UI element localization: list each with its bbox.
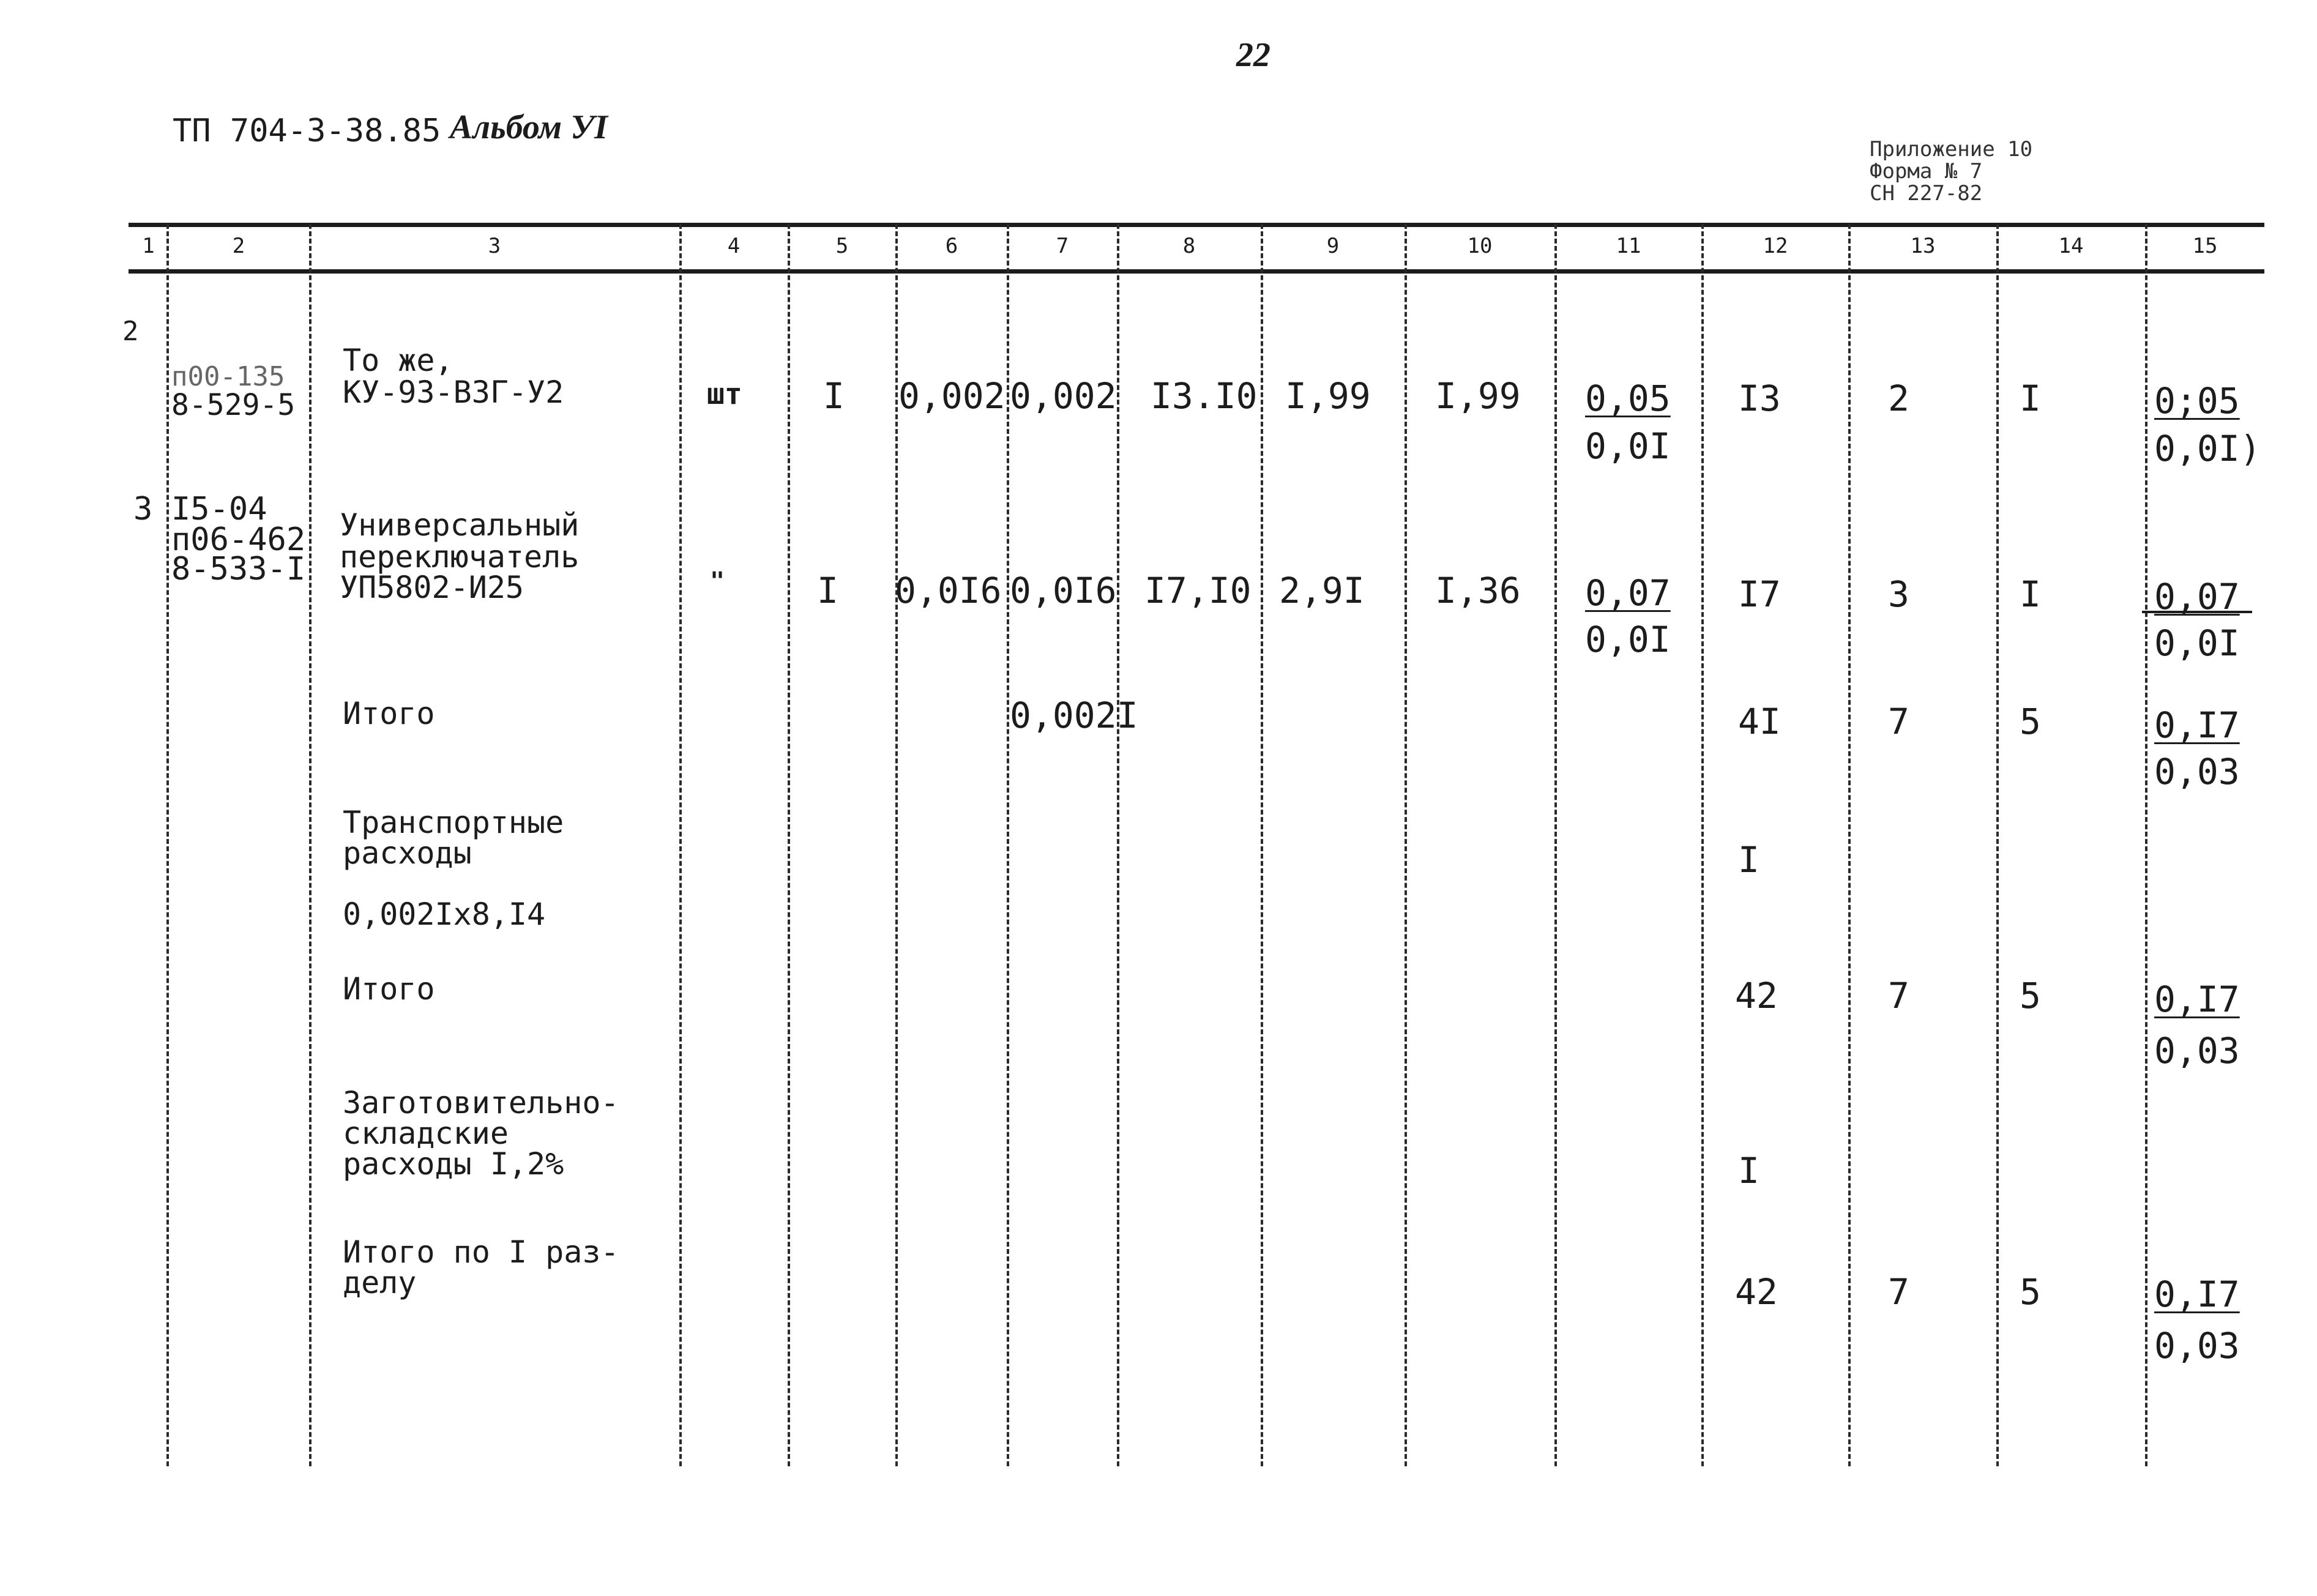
summary-label: делу [343, 1265, 417, 1300]
fraction-bottom: 0,0I [1585, 619, 1671, 660]
column-header: 15 [2192, 234, 2218, 258]
value-cell: I [1738, 839, 1759, 881]
price-code-line: I5-04 [171, 491, 267, 528]
value-cell: 5 [2020, 1271, 2041, 1313]
column-divider [2145, 224, 2147, 1466]
unit-cell: " [710, 567, 725, 595]
summary-label: Итого [343, 971, 435, 1007]
value-cell: I [2020, 378, 2041, 419]
summary-label: 0,002Iх8,I4 [343, 897, 546, 932]
fraction-rule [2142, 611, 2252, 613]
value-cell: 3 [1888, 573, 1909, 615]
fraction-bottom: 0,0I [2154, 622, 2240, 664]
column-header: 12 [1763, 234, 1788, 258]
column-divider [895, 224, 898, 1466]
column-divider [788, 224, 790, 1466]
doc-code: ТП 704-3-38.85 [173, 113, 441, 149]
fraction-bottom: 0,0I [1585, 425, 1671, 467]
appendix-line-2: Форма № 7 [1870, 159, 1983, 184]
column-header: 6 [945, 234, 958, 258]
column-header: 8 [1182, 234, 1196, 258]
summary-label: Итого [343, 696, 435, 731]
value-cell: I,99 [1285, 375, 1371, 417]
value-cell: I7 [1738, 573, 1781, 615]
column-header: 1 [142, 234, 155, 258]
column-divider [679, 224, 682, 1466]
value-cell: 7 [1888, 1271, 1909, 1313]
unit-cell: шт [707, 377, 742, 411]
price-code-line: 8-533-I [171, 551, 306, 587]
summary-label: Транспортные [343, 805, 564, 840]
value-cell: I3 [1738, 378, 1781, 419]
fraction-bottom: 0,0I) [2154, 428, 2261, 469]
fraction-top: 0,05 [1585, 378, 1671, 419]
fraction-top: 0,07 [2154, 576, 2240, 617]
fraction-top: 0,I7 [2154, 1273, 2240, 1315]
value-cell: I3.I0 [1151, 375, 1258, 417]
column-header: 14 [2058, 234, 2084, 258]
value-cell: 42 [1735, 975, 1778, 1016]
table-top-rule [129, 223, 2264, 227]
fraction-top: 0;05 [2154, 380, 2240, 422]
value-cell: 4I [1738, 701, 1781, 742]
appendix-line-3: СН 227-82 [1870, 181, 1983, 206]
column-header: 9 [1326, 234, 1340, 258]
qty-cell: I [823, 375, 845, 417]
column-divider [1007, 224, 1009, 1466]
album-title: Альбом УI [450, 108, 608, 146]
table-header-rule [129, 269, 2264, 274]
value-cell: 42 [1735, 1271, 1778, 1313]
summary-label: складские [343, 1116, 509, 1151]
row-number: 3 [133, 491, 153, 528]
value-cell: 5 [2020, 701, 2041, 742]
value-cell: I [1738, 1150, 1759, 1191]
column-header: 2 [232, 234, 245, 258]
value-cell: 2,9I [1279, 570, 1365, 611]
value-cell: I,99 [1435, 375, 1521, 417]
value-cell: 5 [2020, 975, 2041, 1016]
appendix-line-1: Приложение 10 [1870, 137, 2033, 162]
column-divider [1701, 224, 1704, 1466]
item-name-line: Универсальный [340, 507, 580, 543]
summary-label: Заготовительно- [343, 1085, 619, 1121]
summary-label: Итого по I раз- [343, 1234, 619, 1270]
value-cell: 0,0I6 [895, 570, 1002, 611]
column-divider [1405, 224, 1407, 1466]
summary-label: расходы I,2% [343, 1146, 564, 1182]
column-header: 5 [835, 234, 849, 258]
value-cell: 0,002I [1010, 695, 1138, 736]
item-name-line: УП5802-И25 [340, 570, 524, 605]
column-divider [1261, 224, 1263, 1466]
fraction-top: 0,07 [1585, 572, 1671, 614]
value-cell: 0,002 [1010, 375, 1117, 417]
fraction-bottom: 0,03 [2154, 1325, 2240, 1367]
column-divider [166, 224, 169, 1466]
value-cell: 7 [1888, 975, 1909, 1016]
fraction-bottom: 0,03 [2154, 751, 2240, 792]
column-header: 10 [1467, 234, 1493, 258]
value-cell: I,36 [1435, 570, 1521, 611]
summary-label: расходы [343, 835, 472, 871]
fraction-bottom: 0,03 [2154, 1030, 2240, 1072]
column-divider [1117, 224, 1119, 1466]
value-cell: I [2020, 573, 2041, 615]
item-name-line: КУ-93-ВЗГ-У2 [343, 375, 564, 410]
value-cell: 2 [1888, 378, 1909, 419]
price-code-line: 8-529-5 [171, 388, 296, 422]
column-divider [1848, 224, 1851, 1466]
column-divider [1554, 224, 1557, 1466]
column-divider [309, 224, 312, 1466]
column-header: 4 [727, 234, 741, 258]
value-cell: I7,I0 [1144, 570, 1252, 611]
row-number: 2 [122, 316, 139, 347]
column-header: 7 [1056, 234, 1069, 258]
value-cell: 0,0I6 [1010, 570, 1117, 611]
page-number: 22 [1236, 36, 1270, 74]
value-cell: 7 [1888, 701, 1909, 742]
qty-cell: I [817, 570, 838, 611]
price-code-line: п06-462 [171, 521, 306, 558]
item-name-line: переключатель [340, 539, 580, 575]
price-code-line: п00-135 [171, 361, 285, 392]
column-header: 3 [488, 234, 501, 258]
value-cell: 0,002 [898, 375, 1006, 417]
fraction-top: 0,I7 [2154, 979, 2240, 1020]
column-divider [1996, 224, 1999, 1466]
column-header: 11 [1616, 234, 1641, 258]
column-header: 13 [1910, 234, 1936, 258]
item-name-line: То же, [343, 343, 453, 378]
fraction-top: 0,I7 [2154, 704, 2240, 746]
